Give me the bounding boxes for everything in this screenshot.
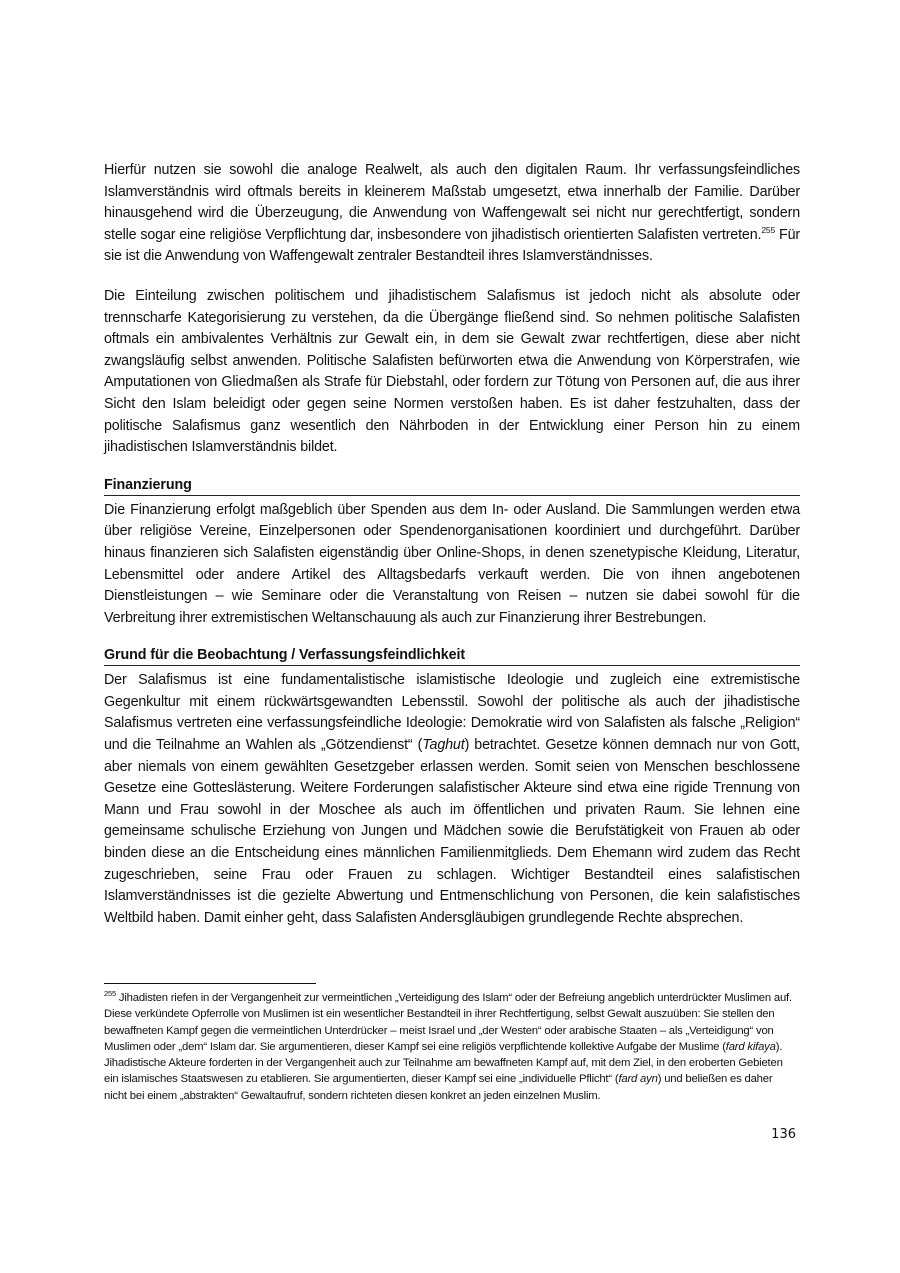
heading-grund-beobachtung: Grund für die Beobachtung / Verfassungsfeindlichkeit [104, 647, 800, 666]
paragraph-political-jihadist: Die Einteilung zwischen politischem und jihadistischem Salafismus ist jedoch nicht als absolute oder trennscharfe Kategorisierung zu verstehen, da die Übergänge fließend sind. So nehmen politische Salafisten oftmals ein ambivalentes Verhältnis zur Gewalt ein, in dem sie Gewalt zwar rechtfertigen, diese aber nicht zwangsläufig selbst anwenden. Politische Salafisten befürworten etwa die Anwendung von Körperstrafen, wie Amputationen von Gliedmaßen als Strafe für Diebstahl, oder fordern zur Tötung von Personen auf, die aus ihrer Sicht den Islam beleidigt oder gegen seine Normen verstoßen haben. Es ist daher festzuhalten, dass der politische Salafismus ganz wesentlich den Nährboden in der Entwicklung einer Person hin zu einem jihadistischen Islamverständnis bildet. [104, 287, 800, 456]
footnote-part-1: Jihadisten riefen in der Vergangenheit zur vermeintlichen „Verteidigung des Islam“ oder der Befreiung angeblich unterdrückter Muslimen auf. Diese verkündete Opferrolle von Muslimen ist ein wesentlicher Bestandteil in ihrer Rechtfertigung, selbst Gewalt auszuüben: Sie stellen den bewaffneten Kampf gegen die vermeintlichen Unterdrücker – meist Israel und „der Westen“ oder arabische Staaten – als „Verteidigung“ von Muslimen oder „dem“ Islam dar. Sie argumentieren, dieser Kampf sei eine religiös verpflichtende kollektive Aufgabe der Muslime ( [104, 992, 792, 1053]
paragraph-reason [104, 670, 800, 929]
paragraph-analog-digital [104, 160, 800, 268]
term-fard-kifaya: fard kifaya [725, 1040, 776, 1053]
reason-text-a: Der Salafismus ist eine fundamentalistische islamistische Ideologie und zugleich eine extremistische Gegenkultur mit einem rückwärtsgewandten Lebensstil. Sowohl der politische als auch der jihadistische Salafismus vertreten eine verfassungsfeindliche Ideologie: Demokratie wird von Salafisten als falsche „Religion“ und die Teilnahme an Wahlen als „Götzendienst“ ( [104, 672, 800, 754]
footnote-255 [104, 990, 797, 1104]
footnote-part-2: ). Jihadistische Akteure forderten in der Vergangenheit auch zur Teilnahme am bewaffneten Kampf auf, mit dem Ziel, in den eroberten Gebieten ein islamisches Staatswesen zu etablieren. Sie argumentierten, dieser Kampf sei eine „individuelle Pflicht“ ( [104, 1040, 783, 1086]
reason-text-b: ) betrachtet. Gesetze können demnach nur von Gott, aber niemals von einem gewählten Gesetzgeber erlassen werden. Somit seien von Menschen beschlossene Gesetze eine Gotteslästerung. Weitere Forderungen salafistischer Akteure sind etwa eine rigide Trennung von Mann und Frau sowohl in der Moschee als auch im öffentlichen und privaten Raum. Sie lehnen eine gemeinsame schulische Erziehung von Jungen und Mädchen sowie die Berufstätigkeit von Frauen ab oder binden diese an die Entscheidung eines männlichen Familienmitglieds. Dem Ehemann wird zudem das Recht zugeschrieben, seine Frau oder Frauen zu schlagen. Wichtiger Bestandteil eines salafistischen Islamverständnisses ist die gezielte Abwertung und Entmenschlichung von Personen, die kein salafistisches Weltbild haben. Damit einher geht, dass Salafisten Andersgläubigen grundlegende Rechte absprechen. [104, 737, 800, 926]
term-fard-ayn: fard ayn [618, 1073, 658, 1086]
paragraph-1-text: Hierfür nutzen sie sowohl die analoge Realwelt, als auch den digitalen Raum. Ihr verfassungsfeindliches Islamverständnis wird oftmals bereits in kleinerem Maßstab umgesetzt, etwa innerhalb der Familie. Darüber hinausgehend wird die Überzeugung, die Anwendung von Waffengewalt sei nicht nur gerechtfertigt, sondern stelle sogar eine religiöse Verpflichtung dar, insbesondere von jihadistisch orientierten Salafisten vertreten. [104, 162, 800, 243]
footnote-part-3: ) und beließen es daher nicht bei einem „abstrakten“ Gewaltaufruf, sondern richteten diesen konkret an jeden einzelnen Muslim. [104, 1073, 773, 1102]
page-body [104, 160, 800, 947]
page-number: 136 [771, 1127, 796, 1142]
footnote-separator [104, 983, 316, 984]
footnote-reference-255[interactable]: 255 [761, 225, 776, 236]
heading-finanzierung: Finanzierung [104, 477, 800, 496]
term-taghut: Taghut [422, 737, 465, 754]
paragraph-financing: Die Finanzierung erfolgt maßgeblich über Spenden aus dem In- oder Ausland. Die Sammlungen werden etwa über religiöse Vereine, Einzelpersonen oder Spendenorganisationen koordiniert und durchgeführt. Darüber hinaus finanzieren sich Salafisten eigenständig über Online-Shops, in denen szenetypische Kleidung, Literatur, Lebensmittel oder andere Artikel des Alltagsbedarfs verkauft werden. Die von ihnen angebotenen Dienstleistungen – wie Seminare oder die Veranstaltung von Reisen – nutzen sie dabei sowohl für die Verbreitung ihrer extremistischen Weltanschauung als auch zur Finanzierung ihrer Bestrebungen. [104, 501, 800, 626]
footnote-number: 255 [104, 989, 116, 999]
paragraph-1-text-after: Für sie ist die Anwendung von Waffengewalt zentraler Bestandteil ihres Islamverständnisses. [104, 226, 800, 265]
